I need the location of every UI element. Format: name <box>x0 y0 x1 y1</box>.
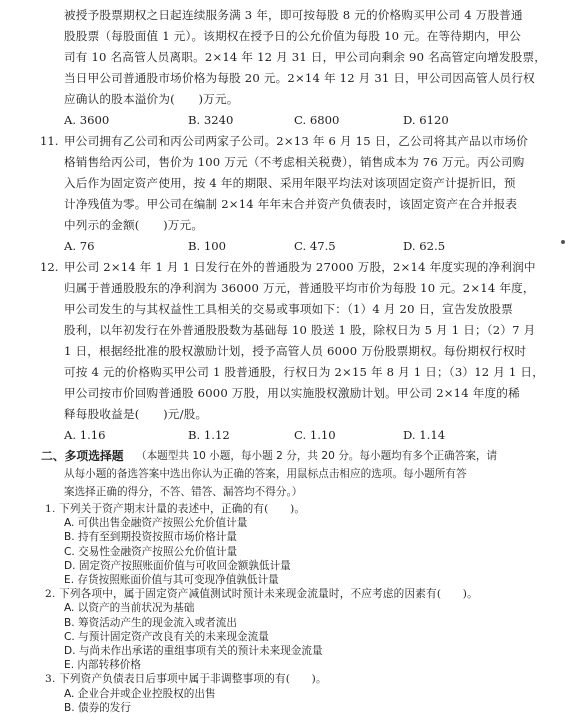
question-text-line: 股股票（每股面值 1 元）。该期权在授予日的公允价值为每股 10 元。在等待期内，甲公 <box>64 29 522 43</box>
question-text-line: 入后作为固定资产使用，按 4 年的期限、采用年限平均法对该项固定资产计提折旧，预 <box>64 176 516 190</box>
question-number: 12. <box>40 260 59 274</box>
option-d[interactable]: D. 62.5 <box>403 239 446 253</box>
section-instructions: 案选择正确的得分，不答、错答、漏答均不得分。） <box>64 486 303 498</box>
question-text-line: 甲公司拥有乙公司和丙公司两家子公司。2×13 年 6 月 15 日，乙公司将其产品以市场价 <box>64 134 528 148</box>
question-text-line: 释每股收益是( )元/股。 <box>64 407 208 421</box>
question-text-line: 计净残值为零。甲公司在编制 2×14 年年末合并资产负债表时，该固定资产在合并报表 <box>64 197 518 211</box>
option-a[interactable]: A. 以资产的当前状况为基础 <box>64 602 195 614</box>
question-stem: 3. 下列资产负债表日后事项中属于非调整事项的有( )。 <box>45 673 327 685</box>
option-b[interactable]: B. 持有至到期投资按照市场价格计量 <box>64 531 237 543</box>
option-a[interactable]: A. 3600 <box>64 113 110 127</box>
option-c[interactable]: C. 交易性金融资产按照公允价值计量 <box>64 546 238 558</box>
option-b[interactable]: B. 3240 <box>188 113 234 127</box>
question-number: 11. <box>40 134 59 148</box>
option-b[interactable]: B. 100 <box>188 239 227 253</box>
option-a[interactable]: A. 企业合并或企业控股权的出售 <box>64 688 216 700</box>
question-text-line: 可按 4 元的价格购买甲公司 1 股普通股，行权日为 2×15 年 8 月 1 日；（3）12 月 1 日， <box>64 365 544 379</box>
option-a[interactable]: A. 76 <box>64 239 95 253</box>
option-c[interactable]: C. 47.5 <box>294 239 336 253</box>
question-stem: 2. 下列各项中，属于固定资产减值测试时预计未来现金流量时，不应考虑的因素有( )。 <box>45 588 478 600</box>
option-a[interactable]: A. 1.16 <box>64 428 106 442</box>
question-text-line: 司有 10 名高管人员离职。2×14 年 12 月 31 日，甲公司向剩余 90 名高管定向增发股票， <box>64 50 547 64</box>
option-c[interactable]: C. 与预计固定资产改良有关的未来现金流量 <box>64 631 269 643</box>
question-text-line: 归属于普通股股东的净利润为 36000 万元，普通股平均市价为每股 10 元。2×14 年度， <box>64 281 535 295</box>
question-text-line: 股利，以年初发行在外普通股股数为基础每 10 股送 1 股，除权日为 5 月 1 日；（2）7 月 <box>64 323 536 337</box>
question-text-line: 被授予股票期权之日起连续服务满 3 年，即可按每股 8 元的价格购买甲公司 4 万股普通 <box>64 8 523 22</box>
option-c[interactable]: C. 1.10 <box>294 428 336 442</box>
option-e[interactable]: E. 存货按照账面价值与其可变现净值孰低计量 <box>64 574 279 586</box>
option-a[interactable]: A. 可供出售金融资产按照公允价值计量 <box>64 517 248 529</box>
option-b[interactable]: B. 1.12 <box>188 428 230 442</box>
question-text-line: 甲公司 2×14 年 1 月 1 日发行在外的普通股为 27000 万股，2×14 年度实现的净利润中 <box>64 260 536 274</box>
option-b[interactable]: B. 筹资活动产生的现金流入或者流出 <box>64 617 237 629</box>
option-d[interactable]: D. 与尚未作出承诺的重组事项有关的预计未来现金流量 <box>64 645 323 657</box>
question-text-line: 格销售给丙公司，售价为 100 万元（不考虑相关税费），销售成本为 76 万元。丙公司购 <box>64 155 525 169</box>
question-text-line: 应确认的股本溢价为( )万元。 <box>64 92 239 106</box>
option-b[interactable]: B. 债券的发行 <box>64 702 131 714</box>
option-e[interactable]: E. 内部转移价格 <box>64 659 141 671</box>
question-text-line: 中列示的金额( )万元。 <box>64 218 204 232</box>
option-d[interactable]: D. 6120 <box>403 113 449 127</box>
question-stem: 1. 下列关于资产期末计量的表述中，正确的有( )。 <box>45 503 306 515</box>
section-instructions: 从每小题的备选答案中选出你认为正确的答案，用鼠标点击相应的选项。每小题所有答 <box>64 468 467 480</box>
option-d[interactable]: D. 固定资产按照账面价值与可收回金额孰低计量 <box>64 560 291 572</box>
question-text-line: 甲公司按市价回购普通股 6000 万股，用以实施股权激励计划。甲公司 2×14 年度的稀 <box>64 386 520 400</box>
section-title: 二、多项选择题 <box>41 449 124 463</box>
question-text-line: 1 日，根据经批准的股权激励计划，授予高管人员 6000 万份股票期权。每份期权行权时 <box>64 344 527 358</box>
question-text-line: 甲公司发生的与其权益性工具相关的交易或事项如下：（1）4 月 20 日，宣告发放股票 <box>64 302 513 316</box>
option-c[interactable]: C. 6800 <box>294 113 340 127</box>
question-text-line: 当日甲公司普通股市场价格为每股 20 元。2×14 年 12 月 31 日，甲公司因高管人员行权 <box>64 71 535 85</box>
section-instructions: （本题型共 10 小题，每小题 2 分，共 20 分。每小题均有多个正确答案，请 <box>136 450 498 462</box>
option-d[interactable]: D. 1.14 <box>403 428 446 442</box>
